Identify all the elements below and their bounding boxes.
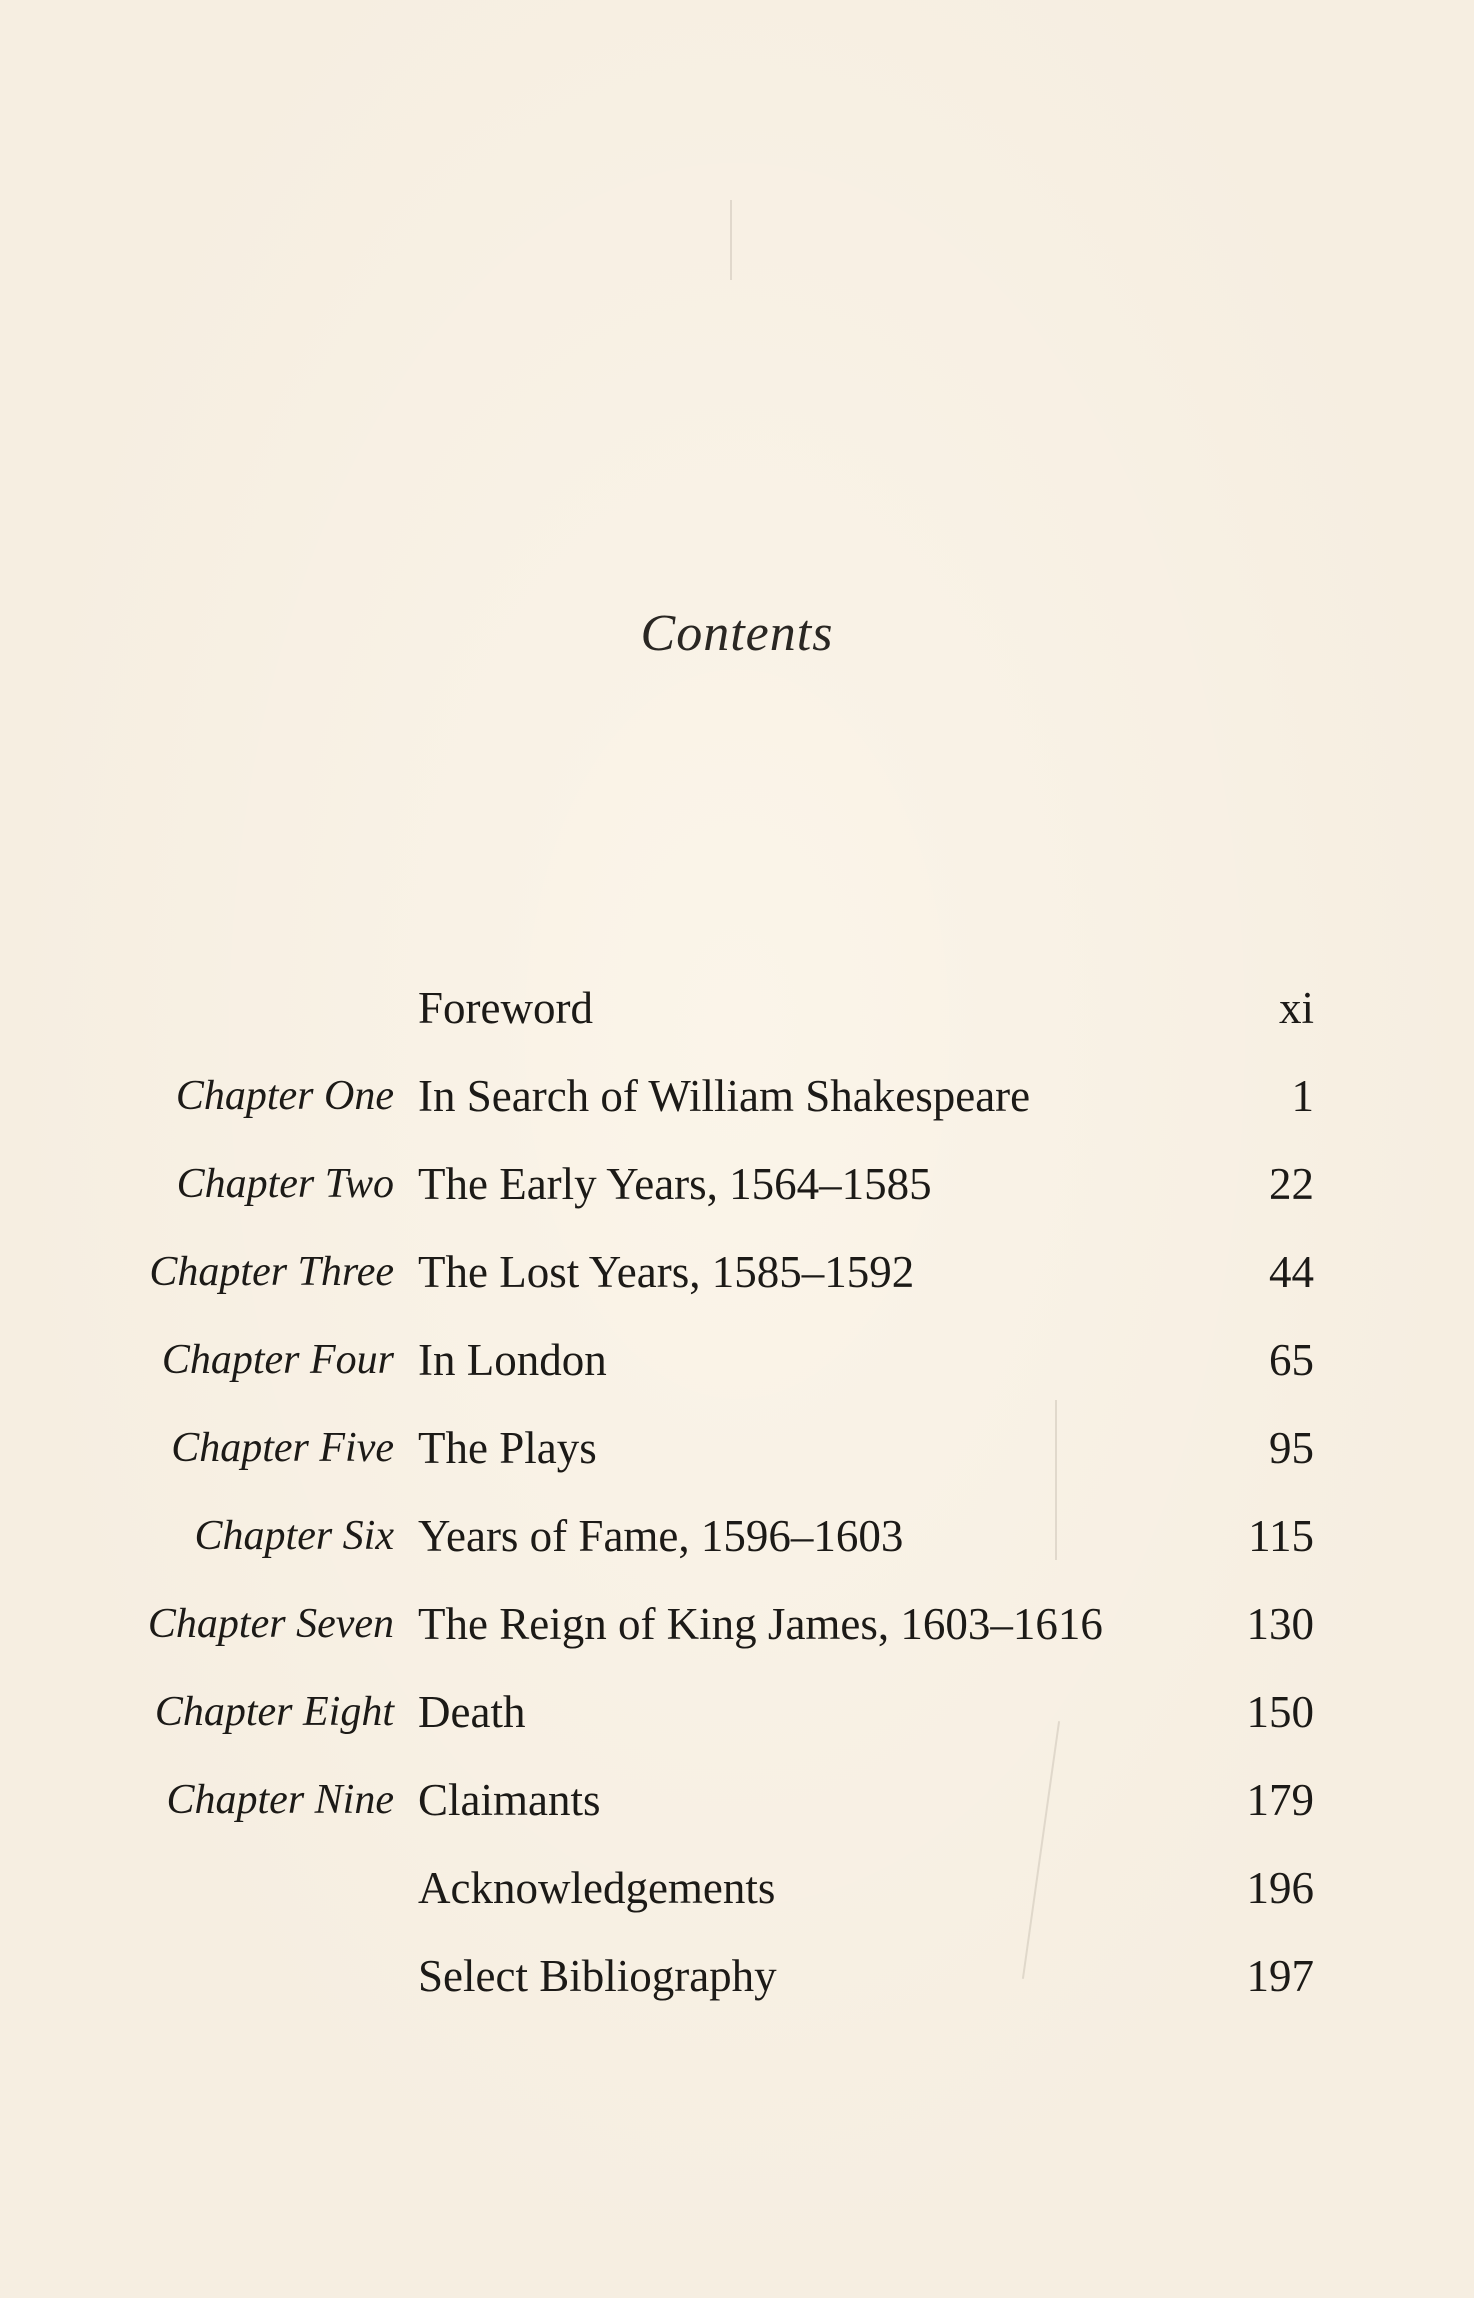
page-number: xi bbox=[1278, 983, 1314, 1033]
page-number: 115 bbox=[1248, 1511, 1314, 1561]
page-number: 196 bbox=[1246, 1863, 1314, 1913]
page-number: 150 bbox=[1246, 1687, 1314, 1737]
table-of-contents bbox=[0, 976, 1474, 2032]
toc-row-chapter-five bbox=[0, 1416, 1474, 1504]
toc-row-chapter-two bbox=[0, 1152, 1474, 1240]
toc-row-bibliography bbox=[0, 1944, 1474, 2032]
entry-title: The Lost Years, 1585–1592 bbox=[418, 1247, 915, 1297]
page-number: 22 bbox=[1269, 1159, 1314, 1209]
toc-row-chapter-one bbox=[0, 1064, 1474, 1152]
chapter-label: Chapter Five bbox=[171, 1425, 394, 1471]
page-number: 44 bbox=[1269, 1247, 1314, 1297]
entry-title: In Search of William Shakespeare bbox=[418, 1071, 1031, 1121]
scan-crease bbox=[730, 200, 732, 280]
entry-title: The Plays bbox=[418, 1423, 597, 1473]
entry-title: Select Bibliography bbox=[418, 1951, 777, 2001]
page-number: 95 bbox=[1269, 1423, 1314, 1473]
page-number: 197 bbox=[1246, 1951, 1314, 2001]
chapter-label: Chapter Seven bbox=[147, 1601, 394, 1647]
page-number: 179 bbox=[1246, 1775, 1314, 1825]
chapter-label: Chapter Two bbox=[176, 1161, 394, 1207]
page-number: 1 bbox=[1291, 1071, 1314, 1121]
chapter-label: Chapter Six bbox=[194, 1513, 394, 1559]
toc-row-chapter-six bbox=[0, 1504, 1474, 1592]
toc-row-acknowledgements bbox=[0, 1856, 1474, 1944]
entry-title: The Early Years, 1564–1585 bbox=[418, 1159, 932, 1209]
entry-title: The Reign of King James, 1603–1616 bbox=[418, 1599, 1103, 1649]
chapter-label: Chapter One bbox=[175, 1073, 394, 1119]
chapter-label: Chapter Eight bbox=[154, 1689, 394, 1735]
toc-row-chapter-seven bbox=[0, 1592, 1474, 1680]
entry-title: Death bbox=[418, 1687, 526, 1737]
toc-row-foreword bbox=[0, 976, 1474, 1064]
chapter-label: Chapter Three bbox=[149, 1249, 394, 1295]
page-number: 130 bbox=[1246, 1599, 1314, 1649]
entry-title: Foreword bbox=[418, 983, 593, 1033]
entry-title: Acknowledgements bbox=[418, 1863, 776, 1913]
toc-row-chapter-nine bbox=[0, 1768, 1474, 1856]
toc-row-chapter-eight bbox=[0, 1680, 1474, 1768]
page-number: 65 bbox=[1269, 1335, 1314, 1385]
entry-title: In London bbox=[418, 1335, 607, 1385]
chapter-label: Chapter Four bbox=[161, 1337, 394, 1383]
entry-title: Claimants bbox=[418, 1775, 601, 1825]
toc-row-chapter-three bbox=[0, 1240, 1474, 1328]
toc-row-chapter-four bbox=[0, 1328, 1474, 1416]
page-title: Contents bbox=[640, 605, 834, 662]
entry-title: Years of Fame, 1596–1603 bbox=[418, 1511, 904, 1561]
chapter-label: Chapter Nine bbox=[166, 1777, 394, 1823]
